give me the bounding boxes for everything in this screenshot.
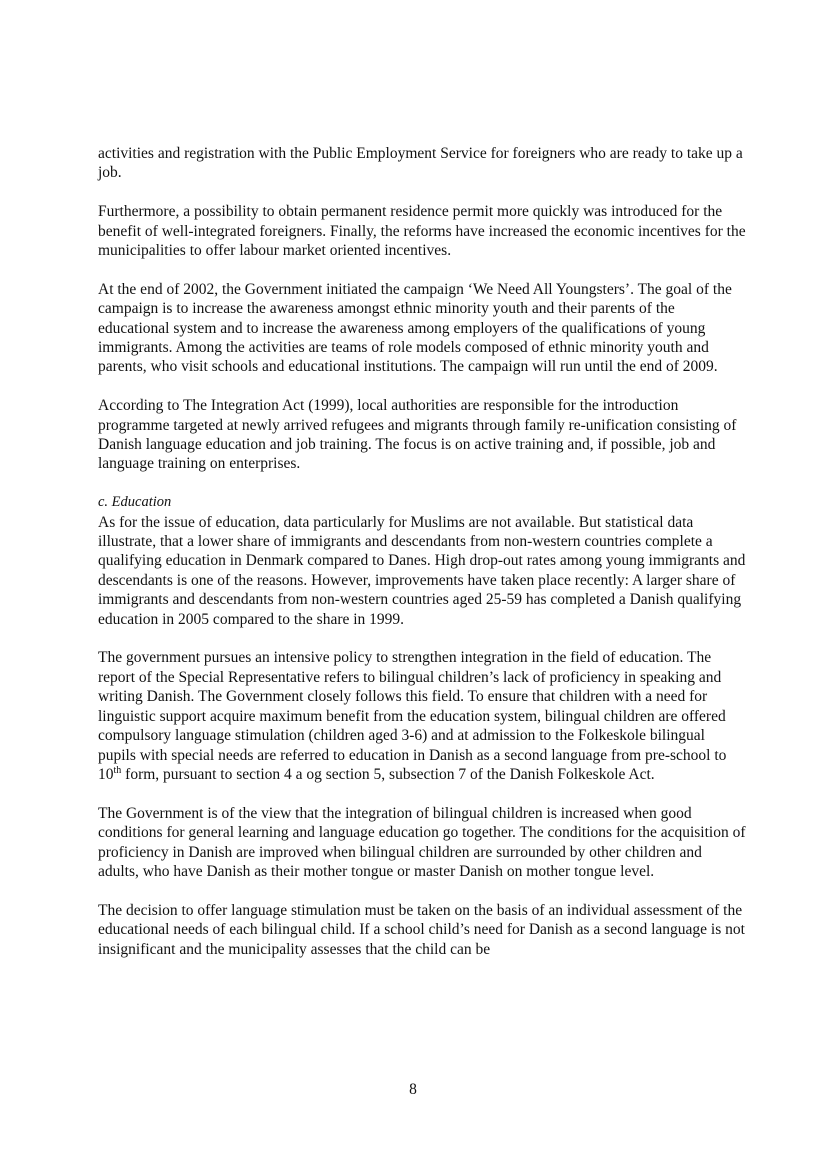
paragraph-education-policy-text-end: form, pursuant to section 4 a og section 5, subsection 7 of the Danish Folkeskole Act. [121, 765, 655, 783]
paragraph-integration-act: According to The Integration Act (1999), local authorities are responsible for the introduction programme targeted at newly arrived refugees and migrants through family re-unification consisting of Danish language education and job training. The focus is on active training and, if possible, job and language training on enterprises. [98, 397, 737, 473]
paragraph-employment-registration: activities and registration with the Public Employment Service for foreigners who are ready to take up a job. [98, 145, 743, 182]
paragraph-bilingual-integration: The Government is of the view that the integration of bilingual children is increased when good conditions for general learning and language education go together. The conditions for the acquisition of proficiency in Danish are improved when bilingual children are surrounded by other children and adults, who have Danish as their mother tongue or master Danish on mother tongue level. [98, 804, 746, 880]
page-number: 8 [409, 1081, 417, 1098]
document-body [98, 144, 746, 978]
paragraph-residence-permit: Furthermore, a possibility to obtain permanent residence permit more quickly was introduced for the benefit of well-integrated foreigners. Finally, the reforms have increased the economic incentives for the municipalities to offer labour market oriented incentives. [98, 203, 746, 260]
paragraph-language-stimulation: The decision to offer language stimulation must be taken on the basis of an individual assessment of the educational needs of each bilingual child. If a school child’s need for Danish as a second language is not insignificant and the municipality assesses that the child can be [98, 901, 745, 958]
paragraph-education-policy-text: The government pursues an intensive policy to strengthen integration in the field of education. The report of the Special Representative refers to bilingual children’s lack of proficiency in speaking and writing Danish. The Government closely follows this field. To ensure that children with a need for linguistic support acquire maximum benefit from the education system, bilingual children are offered compulsory language stimulation (children aged 3-6) and at admission to the Folkeskole bilingual pupils with special needs are referred to education in Danish as a second language from pre-school to 10 [98, 649, 727, 783]
paragraph-youngsters-campaign: At the end of 2002, the Government initiated the campaign ‘We Need All Youngsters’. The goal of the campaign is to increase the awareness amongst ethnic minority youth and their parents of the educational system and to increase the awareness among employers of the qualifications of young immigrants. Among the activities are teams of role models composed of ethnic minority youth and parents, who visit schools and educational institutions. The campaign will run until the end of 2009. [98, 280, 732, 376]
ordinal-superscript: th [113, 764, 122, 776]
section-heading-education: c. Education [98, 494, 172, 511]
paragraph-education-statistics: As for the issue of education, data particularly for Muslims are not available. But statistical data illustrate, that a lower share of immigrants and descendants from non-western countries complete a qualifying education in Denmark compared to Danes. High drop-out rates among young immigrants and descendants is one of the reasons. However, improvements have taken place recently: A larger share of immigrants and descendants from non-western countries aged 25-59 has completed a Danish qualifying education in 2005 compared to the share in 1999. [98, 513, 746, 628]
paragraph-education-policy [98, 648, 746, 784]
